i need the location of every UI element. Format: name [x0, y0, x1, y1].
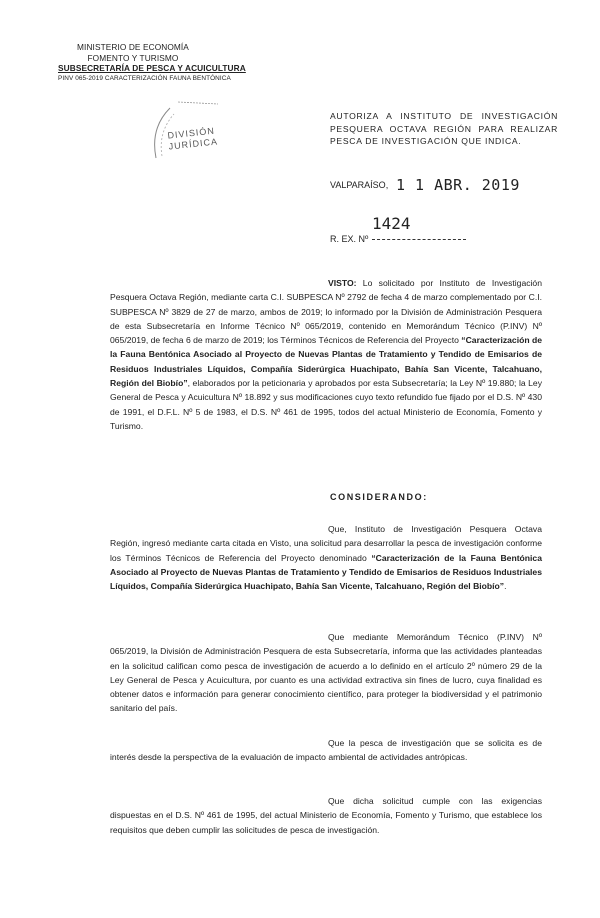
- division-stamp: [148, 98, 240, 162]
- ministry-name-line2: FOMENTO Y TURISMO: [87, 52, 179, 63]
- resolution-number: 1424: [372, 214, 411, 233]
- considerando-2: Que mediante Memorándum Técnico (P.INV) Nº 065/2019, la División de Administración Pesquera de esta Subsecretaría, informa que las actividades planteadas en la solicitud califican como pesca de investigación de acuerdo a lo definido en el artículo 2º número 29 de la Ley General de Pesca y Acuicultura, por cuanto es una actividad extractiva sin fines de lucro, cuya finalidad es obtener datos e información para generar conocimiento científico, para proteger la biodiversidad y el patrimonio sanitario del país.: [110, 632, 542, 714]
- visto-paragraph: VISTO: Lo solicitado por Instituto de Investigación Pesquera Octava Región, mediante carta C.I. SUBPESCA Nº 2792 de fecha 4 de marzo complementado por C.I. SUBPESCA Nº 3829 de 27 de marzo, ambos de 2019; lo informado por la División de Administración Pesquera de esta Subsecretaría en Informe Técnico Nº 065/2019, contenido en Memorándum Técnico (P.INV) Nº 065/2019, de fecha 6 de marzo de 2019; los Términos Técnicos de Referencia del Proyecto “Caracterización de la Fauna Bentónica Asociado al Proyecto de Nuevas Plantas de Tratamiento y Tendido de Emisarios de Residuos Industriales Líquidos, Compañía Siderúrgica Huachipato, Bahía San Vicente, Talcahuano, Región del Biobío”, elaborados por la peticionaria y aprobados por esta Subsecretaría; la Ley Nº 19.880; la Ley General de Pesca y Acuicultura Nº 18.892 y sus modificaciones cuyo texto refundido fue fijado por el D.S. Nº 430 de 1991, el D.F.L. Nº 5 de 1983, el D.S. Nº 461 de 1995, todos del actual Ministerio de Economía, Fomento y Turismo.: [110, 278, 543, 431]
- resolution-label: R. EX. Nº: [330, 234, 369, 244]
- considerando-1: Que, Instituto de Investigación Pesquera Octava Región, ingresó mediante carta citada en Visto, una solicitud para desarrollar la pesca de investigación conforme los Términos Técnicos de Referencia del Proyecto denominado “Caracterización de la Fauna Bentónica Asociado al Proyecto de Nuevas Plantas de Tratamiento y Tendido de Emisarios de Residuos Industriales Líquidos, Compañía Siderúrgica Huachipato, Bahía San Vicente, Talcahuano, Región del Biobío”.: [110, 524, 542, 592]
- subsecretaria-name: SUBSECRETARÍA DE PESCA Y ACUICULTURA: [58, 63, 246, 74]
- document-reference: PINV 065-2019 CARACTERIZACIÓN FAUNA BENTÓNICA: [58, 74, 231, 82]
- resolution-number-underline: [372, 239, 466, 240]
- project-name-2: “Caracterización de la Fauna Bentónica Asociado al Proyecto de Nuevas Plantas de Tratamiento y Tendido de Emisarios de Residuos Industriales Líquidos, Compañía Siderúrgica Huachipato, Bahía San Vicente, Talcahuano, Región del Biobío”: [110, 552, 542, 592]
- ministry-header: [58, 42, 258, 84]
- date-stamp: 1 1 ABR. 2019: [396, 176, 520, 194]
- considerando-3: Que la pesca de investigación que se solicita es de interés desde la perspectiva de la evaluación de impacto ambiental de actividades antrópicas.: [110, 738, 542, 763]
- stamp-text: DIVISIÓN JURÍDICA: [166, 125, 219, 152]
- place: VALPARAÍSO,: [330, 180, 389, 190]
- ministry-name: MINISTERIO DE ECONOMÍA: [77, 42, 189, 52]
- considerando-4: Que dicha solicitud cumple con las exigencias dispuestas en el D.S. Nº 461 de 1995, del actual Ministerio de Economía, Fomento y Turismo, que establece los requisitos que deben cumplir las solicitudes de pesca de investigación.: [110, 796, 542, 835]
- resolution-title: AUTORIZA A INSTITUTO DE INVESTIGACIÓN PESQUERA OCTAVA REGIÓN PARA REALIZAR PESCA DE INVESTIGACIÓN QUE INDICA.: [330, 111, 558, 147]
- visto-label: VISTO:: [328, 278, 357, 288]
- considerando-heading: CONSIDERANDO:: [330, 492, 428, 502]
- project-name: “Caracterización de la Fauna Bentónica Asociado al Proyecto de Nuevas Plantas de Tratamiento y Tendido de Emisarios de Residuos Industriales Líquidos, Compañía Siderúrgica Huachipato, Bahía San Vicente, Talcahuano, Región del Biobío”: [110, 335, 543, 389]
